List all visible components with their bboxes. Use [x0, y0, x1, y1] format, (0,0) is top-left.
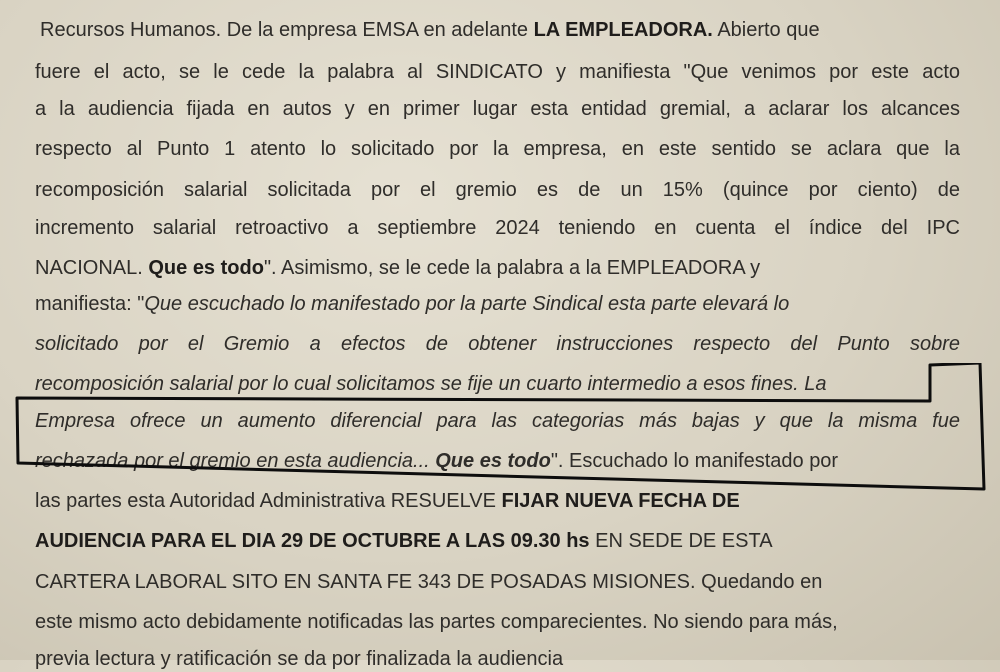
text-line — [35, 569, 960, 595]
text-segment: previa lectura y ratificación se da por finalizada la audiencia — [35, 648, 564, 670]
text-segment: ". Asimismo, se le cede la palabra a la EMPLEADORA y — [263, 257, 761, 279]
text-segment: recomposición salarial por lo cual solicitamos se fije un cuarto intermedio a esos fines. La — [35, 373, 827, 395]
text-segment: ". Escuchado lo manifestado por — [550, 450, 839, 472]
text-segment: a la audiencia fijada en autos y en primer lugar esta entidad gremial, a aclarar los alcances — [35, 98, 960, 120]
text-segment: respecto al Punto 1 atento lo solicitado por la empresa, en este sentido se aclara que la — [35, 138, 960, 160]
text-line — [35, 255, 960, 281]
text-segment: recomposición salarial solicitada por el gremio es de un 15% (quince por ciento) de — [35, 179, 960, 201]
text-line — [35, 448, 960, 474]
text-line — [35, 96, 960, 122]
text-line — [35, 488, 960, 514]
text-line — [35, 528, 960, 554]
text-segment: fuere el acto, se le cede la palabra al SINDICATO y manifiesta "Que venimos por este acto — [35, 61, 960, 83]
text-line — [35, 408, 960, 434]
text-segment: incremento salarial retroactivo a septiembre 2024 teniendo en cuenta el índice del IPC — [35, 217, 960, 239]
text-segment: Que es todo — [148, 257, 264, 279]
text-segment: LA EMPLEADORA. — [533, 19, 713, 41]
text-segment: CARTERA LABORAL SITO EN SANTA FE 343 DE POSADAS MISIONES. Quedando en — [35, 571, 823, 593]
text-segment: Que es todo — [435, 450, 551, 472]
text-segment: Recursos Humanos. De la empresa EMSA en adelante — [40, 19, 534, 41]
text-segment: EN SEDE DE ESTA — [589, 530, 773, 552]
text-line — [35, 177, 960, 203]
text-segment: solicitado por el Gremio a efectos de obtener instrucciones respecto del Punto sobre — [35, 333, 960, 355]
text-segment: este mismo acto debidamente notificadas las partes comparecientes. No siendo para más, — [35, 611, 838, 633]
text-segment: Que escuchado lo manifestado por la parte Sindical esta parte elevará lo — [144, 293, 790, 315]
text-segment: Empresa ofrece un aumento diferencial para las categorias más bajas y que la misma fue — [35, 410, 960, 432]
text-line — [35, 646, 960, 672]
text-segment: NACIONAL. — [35, 257, 149, 279]
text-line — [35, 371, 960, 397]
text-line — [35, 609, 960, 635]
text-segment: rechazada por el gremio en esta audiencia... — [35, 450, 436, 472]
text-line — [35, 215, 960, 241]
text-line — [35, 59, 960, 85]
text-segment: manifiesta: " — [35, 293, 145, 315]
text-segment: FIJAR NUEVA FECHA DE — [501, 490, 740, 512]
text-segment: AUDIENCIA PARA EL DIA 29 DE OCTUBRE A LAS 09.30 hs — [35, 530, 590, 552]
text-line — [35, 291, 960, 317]
text-line — [35, 331, 960, 357]
text-line — [40, 17, 960, 43]
text-segment: Abierto que — [712, 19, 820, 41]
text-line — [35, 136, 960, 162]
text-segment: las partes esta Autoridad Administrativa RESUELVE — [35, 490, 502, 512]
